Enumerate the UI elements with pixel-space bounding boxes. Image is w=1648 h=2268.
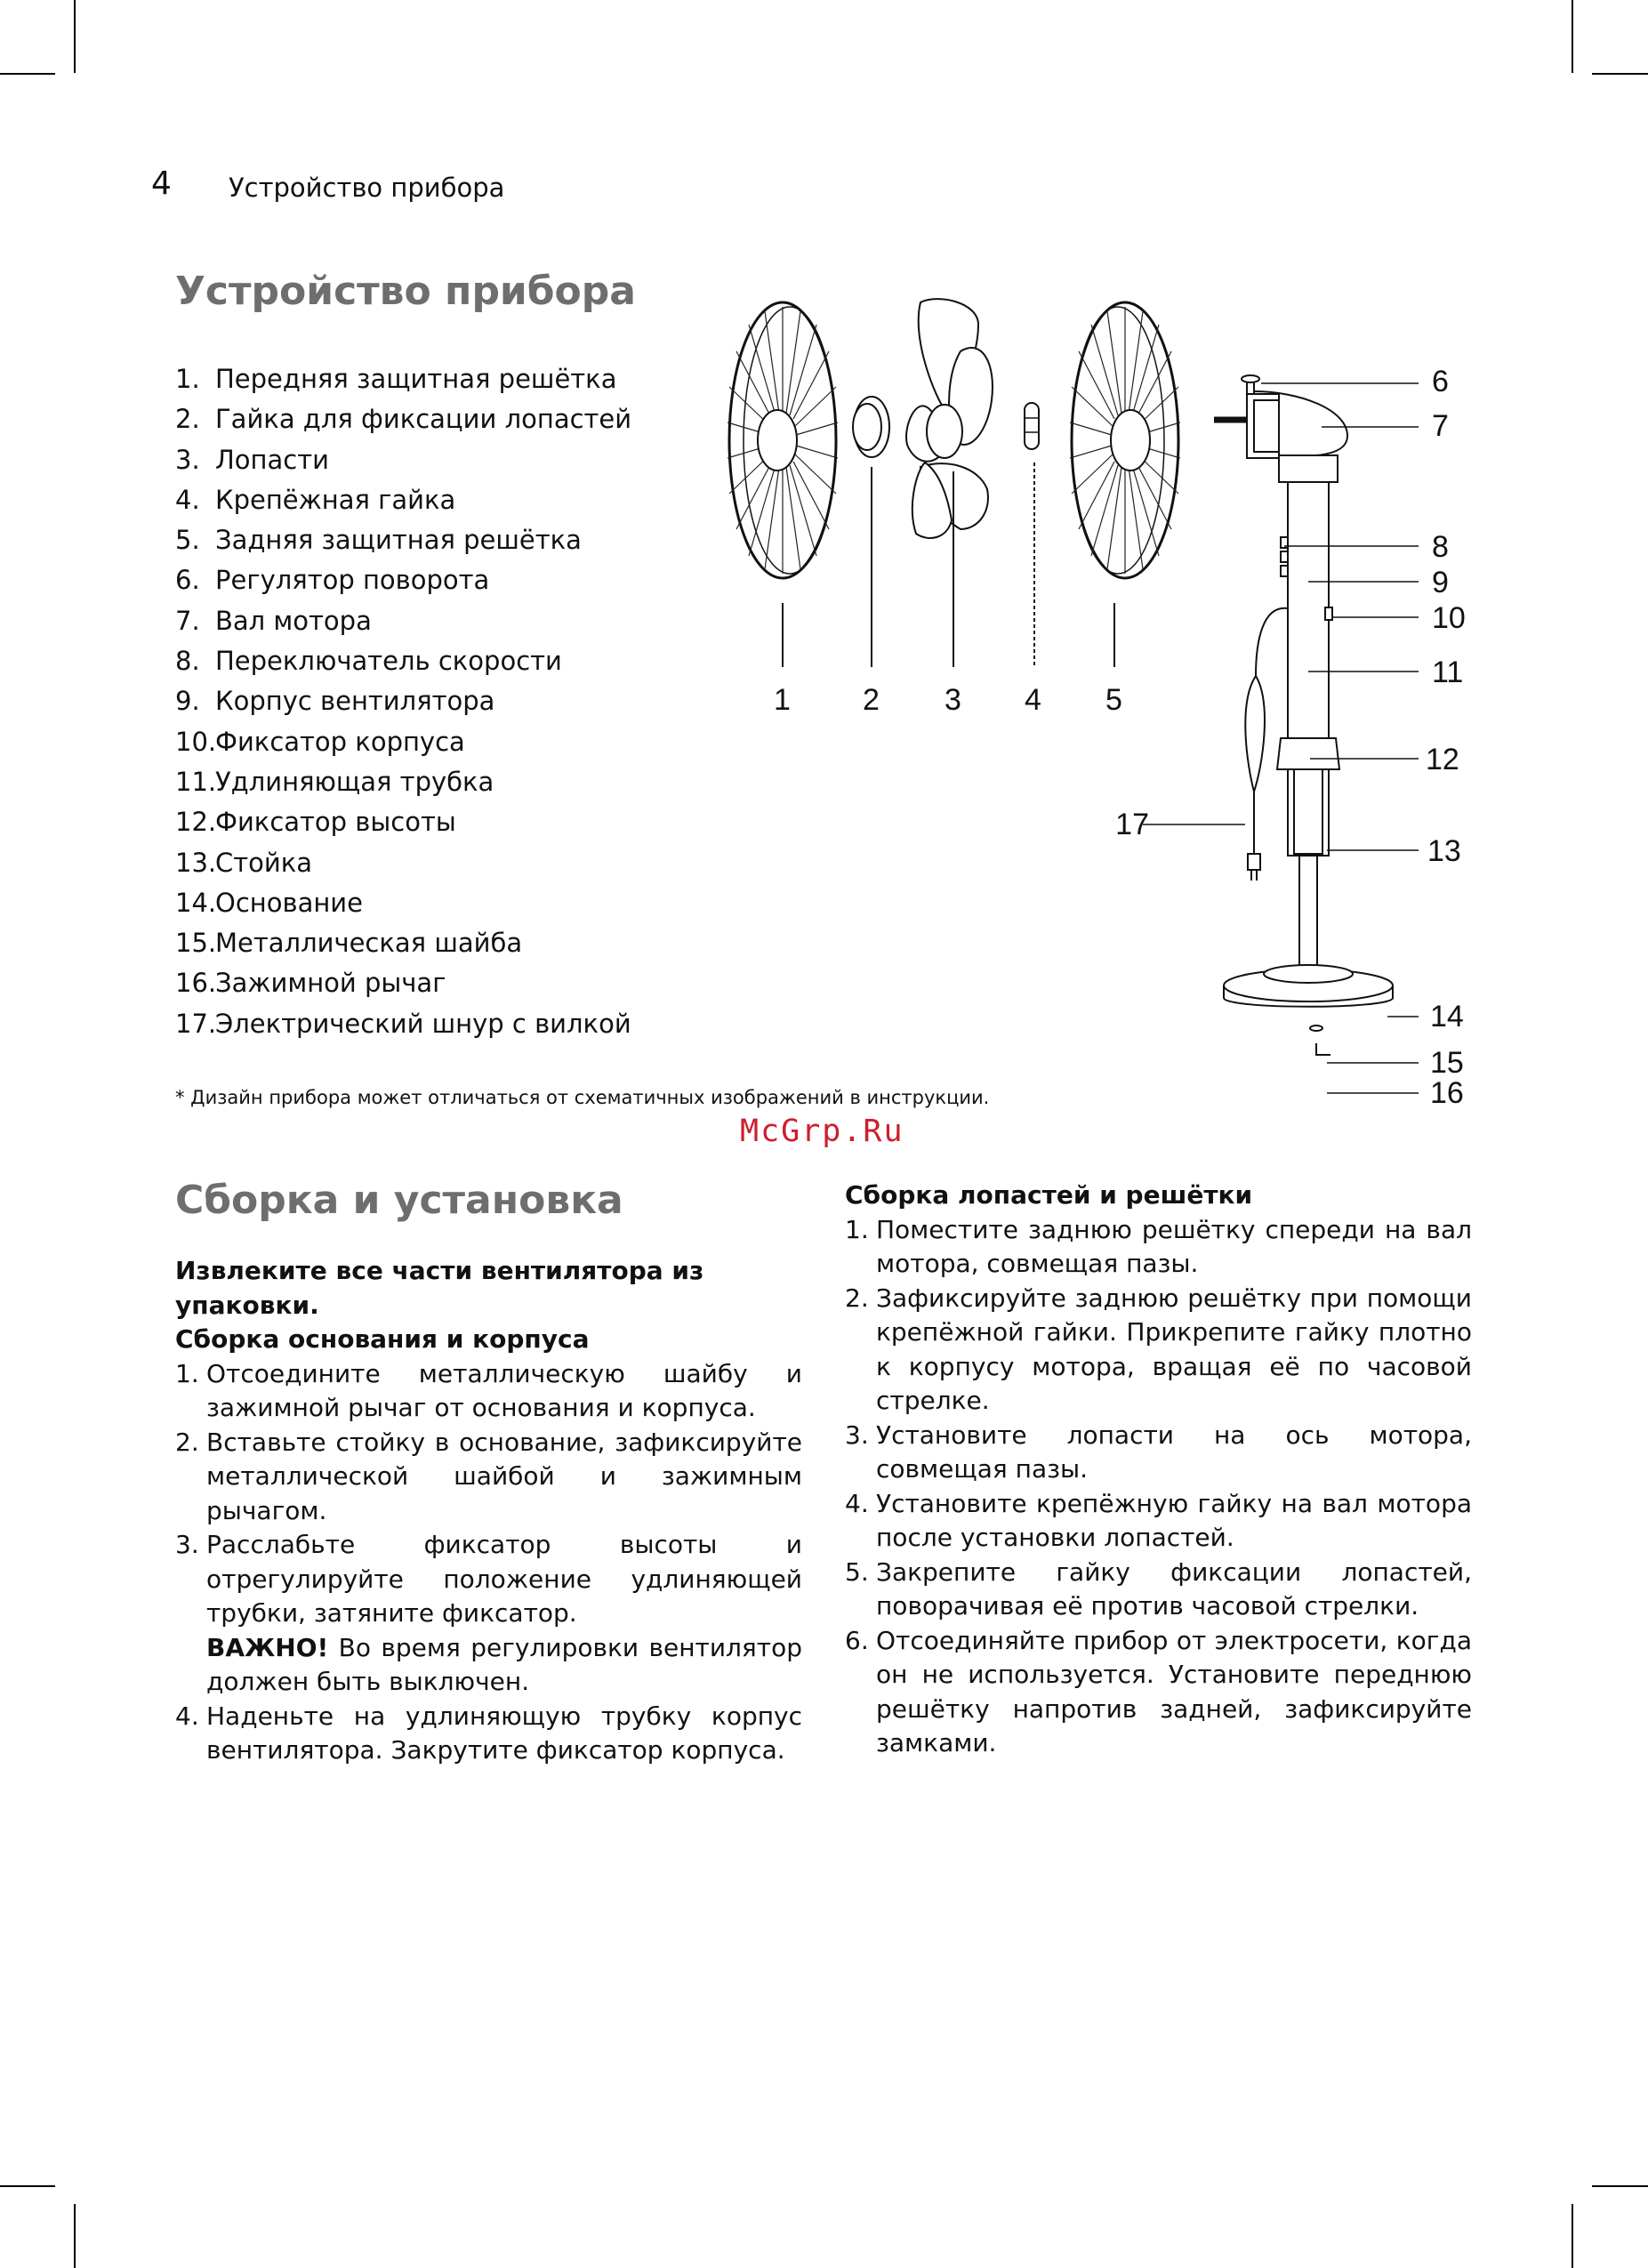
- callout-1: 1: [774, 683, 791, 717]
- list-item: 7. Вал мотора: [175, 605, 372, 636]
- callout-2: 2: [863, 683, 880, 717]
- running-title: Устройство прибора: [229, 173, 505, 203]
- page-number: 4: [151, 165, 172, 202]
- list-item: 4. Крепёжная гайка: [175, 484, 456, 515]
- callout-14: 14: [1430, 1000, 1464, 1033]
- crop-mark: [74, 0, 76, 73]
- callout-12: 12: [1426, 743, 1459, 776]
- assembly-right-column: [845, 1178, 1472, 1761]
- important-note: ВАЖНО! Во время регулировки вентилятор должен быть выключен.: [206, 1632, 802, 1696]
- section-title-assembly: Сборка и установка: [175, 1178, 623, 1223]
- list-item: 4. Установите крепёжную гайку на вал мотора после установки лопастей.: [845, 1488, 1472, 1552]
- list-item: 15.Металлическая шайба: [175, 928, 523, 959]
- fan-blades: [906, 299, 993, 538]
- list-item: 2. Зафиксируйте заднюю решётку при помощи крепёжной гайки. Прикрепите гайку плотно к корпусу мотора, вращая её по часовой стрелке.: [845, 1283, 1472, 1415]
- list-item: 3. Расслабьте фиксатор высоты и отрегулируйте положение удлиняющей трубки, затяните фиксатор. ВАЖНО! Во время регулировки вентилятор должен быть выключен.: [175, 1528, 802, 1700]
- fan-body: [1224, 482, 1393, 1055]
- callout-11: 11: [1432, 655, 1464, 689]
- list-item: 2. Гайка для фиксации лопастей: [175, 404, 632, 435]
- list-item: 1. Отсоедините металлическую шайбу и зажимной рычаг от основания и корпуса.: [175, 1358, 802, 1422]
- crop-mark: [1592, 73, 1648, 75]
- list-item: 1. Передняя защитная решётка: [175, 364, 617, 394]
- blades-steps: [845, 1213, 1472, 1761]
- list-item: 14.Основание: [175, 887, 363, 918]
- list-item: 3. Установите лопасти на ось мотора, совмещая пазы.: [845, 1420, 1472, 1484]
- list-item: 1. Поместите заднюю решётку спереди на вал мотора, совмещая пазы.: [845, 1214, 1472, 1278]
- crop-mark: [1572, 2204, 1573, 2268]
- list-item: 3. Лопасти: [175, 444, 329, 475]
- callout-16: 16: [1430, 1076, 1464, 1110]
- assembly-left-column: [175, 1254, 802, 1768]
- list-item: 16.Зажимной рычаг: [175, 968, 446, 999]
- callout-8: 8: [1432, 530, 1449, 564]
- list-item: 6. Отсоединяйте прибор от электросети, когда он не используется. Установите переднюю решётку напротив задней, зафиксируйте замками.: [845, 1625, 1472, 1757]
- list-item: 5. Задняя защитная решётка: [175, 525, 582, 556]
- callout-6: 6: [1432, 365, 1449, 398]
- design-footnote: * Дизайн прибора может отличаться от схематичных изображений в инструкции.: [175, 1087, 990, 1108]
- section-title-device: Устройство прибора: [175, 269, 636, 314]
- base-steps: [175, 1357, 802, 1768]
- list-item: 11.Удлиняющая трубка: [175, 766, 494, 797]
- callout-9: 9: [1432, 566, 1449, 599]
- list-item: 12.Фиксатор высоты: [175, 807, 456, 838]
- list-item: 8. Переключатель скорости: [175, 646, 562, 677]
- callout-10: 10: [1432, 601, 1466, 635]
- list-item: 6. Регулятор поворота: [175, 565, 490, 596]
- callout-17: 17: [1115, 808, 1149, 841]
- list-item: 4. Наденьте на удлиняющую трубку корпус вентилятора. Закрутите фиксатор корпуса.: [175, 1701, 802, 1765]
- crop-mark: [0, 73, 55, 75]
- list-item: 17.Электрический шнур с вилкой: [175, 1008, 631, 1039]
- list-item: 5. Закрепите гайку фиксации лопастей, поворачивая её против часовой стрелки.: [845, 1556, 1472, 1621]
- callout-3: 3: [945, 683, 961, 717]
- blades-assembly-title: Сборка лопастей и решётки: [845, 1180, 1253, 1210]
- crop-mark: [1572, 0, 1573, 73]
- mounting-nut: [1025, 403, 1039, 449]
- fan-exploded-diagram: [694, 267, 1494, 1112]
- crop-mark: [74, 2204, 76, 2268]
- rear-grille: [1070, 302, 1180, 578]
- callout-15: 15: [1430, 1046, 1464, 1080]
- callout-5: 5: [1105, 683, 1122, 717]
- parts-list: [175, 359, 631, 1044]
- list-item: 9. Корпус вентилятора: [175, 686, 495, 717]
- crop-mark: [1592, 2185, 1648, 2187]
- base-assembly-title: Сборка основания и корпуса: [175, 1324, 590, 1354]
- callout-13: 13: [1427, 834, 1461, 868]
- callout-7: 7: [1432, 409, 1449, 443]
- watermark: McGrp.Ru: [740, 1114, 904, 1149]
- blade-nut: [853, 397, 889, 457]
- important-label: ВАЖНО!: [206, 1632, 329, 1662]
- unpack-instruction: Извлеките все части вентилятора из упаковки.: [175, 1256, 704, 1320]
- front-grille: [728, 302, 838, 578]
- list-item: 13.Стойка: [175, 847, 313, 878]
- callout-4: 4: [1025, 683, 1041, 717]
- list-item: 10.Фиксатор корпуса: [175, 726, 465, 757]
- motor-head: [1214, 375, 1347, 482]
- list-item: 2. Вставьте стойку в основание, зафиксируйте металлической шайбой и зажимным рычагом.: [175, 1427, 802, 1525]
- crop-mark: [0, 2185, 55, 2187]
